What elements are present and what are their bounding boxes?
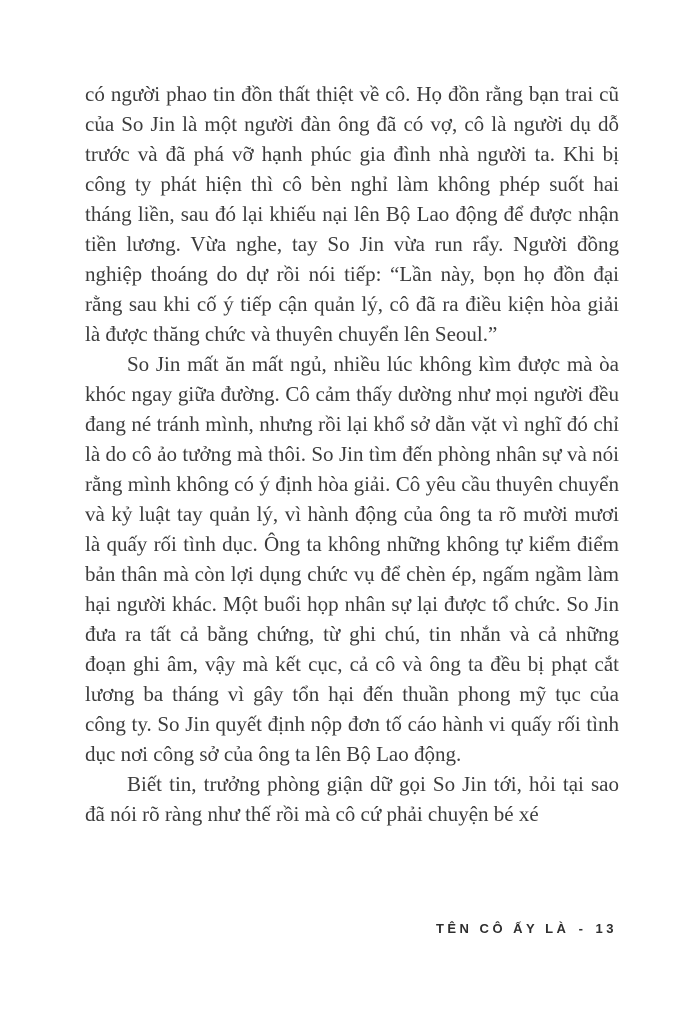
running-footer <box>436 921 617 936</box>
body-text-block <box>85 79 619 829</box>
footer-page-number: 13 <box>595 921 617 936</box>
paragraph-2: So Jin mất ăn mất ngủ, nhiều lúc không kìm được mà òa khóc ngay giữa đường. Cô cảm thấy dường như mọi người đều đang né tránh mình, nhưng rồi lại khổ sở dằn vặt vì nghĩ đó chỉ là do cô ảo tưởng mà thôi. So Jin tìm đến phòng nhân sự và nói rằng mình không có ý định hòa giải. Cô yêu cầu thuyên chuyển và kỷ luật tay quản lý, vì hành động của ông ta rõ mười mươi là quấy rối tình dục. Ông ta không những không tự kiểm điểm bản thân mà còn lợi dụng chức vụ để chèn ép, ngấm ngầm làm hại người khác. Một buổi họp nhân sự lại được tổ chức. So Jin đưa ra tất cả bằng chứng, từ ghi chú, tin nhắn và cả những đoạn ghi âm, vậy mà kết cục, cả cô và ông ta đều bị phạt cắt lương ba tháng vì gây tổn hại đến thuần phong mỹ tục của công ty. So Jin quyết định nộp đơn tố cáo hành vi quấy rối tình dục nơi công sở của ông ta lên Bộ Lao động. <box>85 352 619 766</box>
footer-separator: - <box>578 921 587 936</box>
paragraph-3: Biết tin, trưởng phòng giận dữ gọi So Jin tới, hỏi tại sao đã nói rõ ràng như thế rồi mà cô cứ phải chuyện bé xé <box>85 772 619 826</box>
paragraph-1: có người phao tin đồn thất thiệt về cô. Họ đồn rằng bạn trai cũ của So Jin là một người đàn ông đã có vợ, cô là người dụ dỗ trước và đã phá vỡ hạnh phúc gia đình nhà người ta. Khi bị công ty phát hiện thì cô bèn nghỉ làm không phép suốt hai tháng liền, sau đó lại khiếu nại lên Bộ Lao động để được nhận tiền lương. Vừa nghe, tay So Jin vừa run rẩy. Người đồng nghiệp thoáng do dự rồi nói tiếp: “Lần này, bọn họ đồn đại rằng sau khi cố ý tiếp cận quản lý, cô đã ra điều kiện hòa giải là được thăng chức và thuyên chuyển lên Seoul.” <box>85 82 619 346</box>
footer-book-title: TÊN CÔ ẤY LÀ <box>435 921 570 936</box>
